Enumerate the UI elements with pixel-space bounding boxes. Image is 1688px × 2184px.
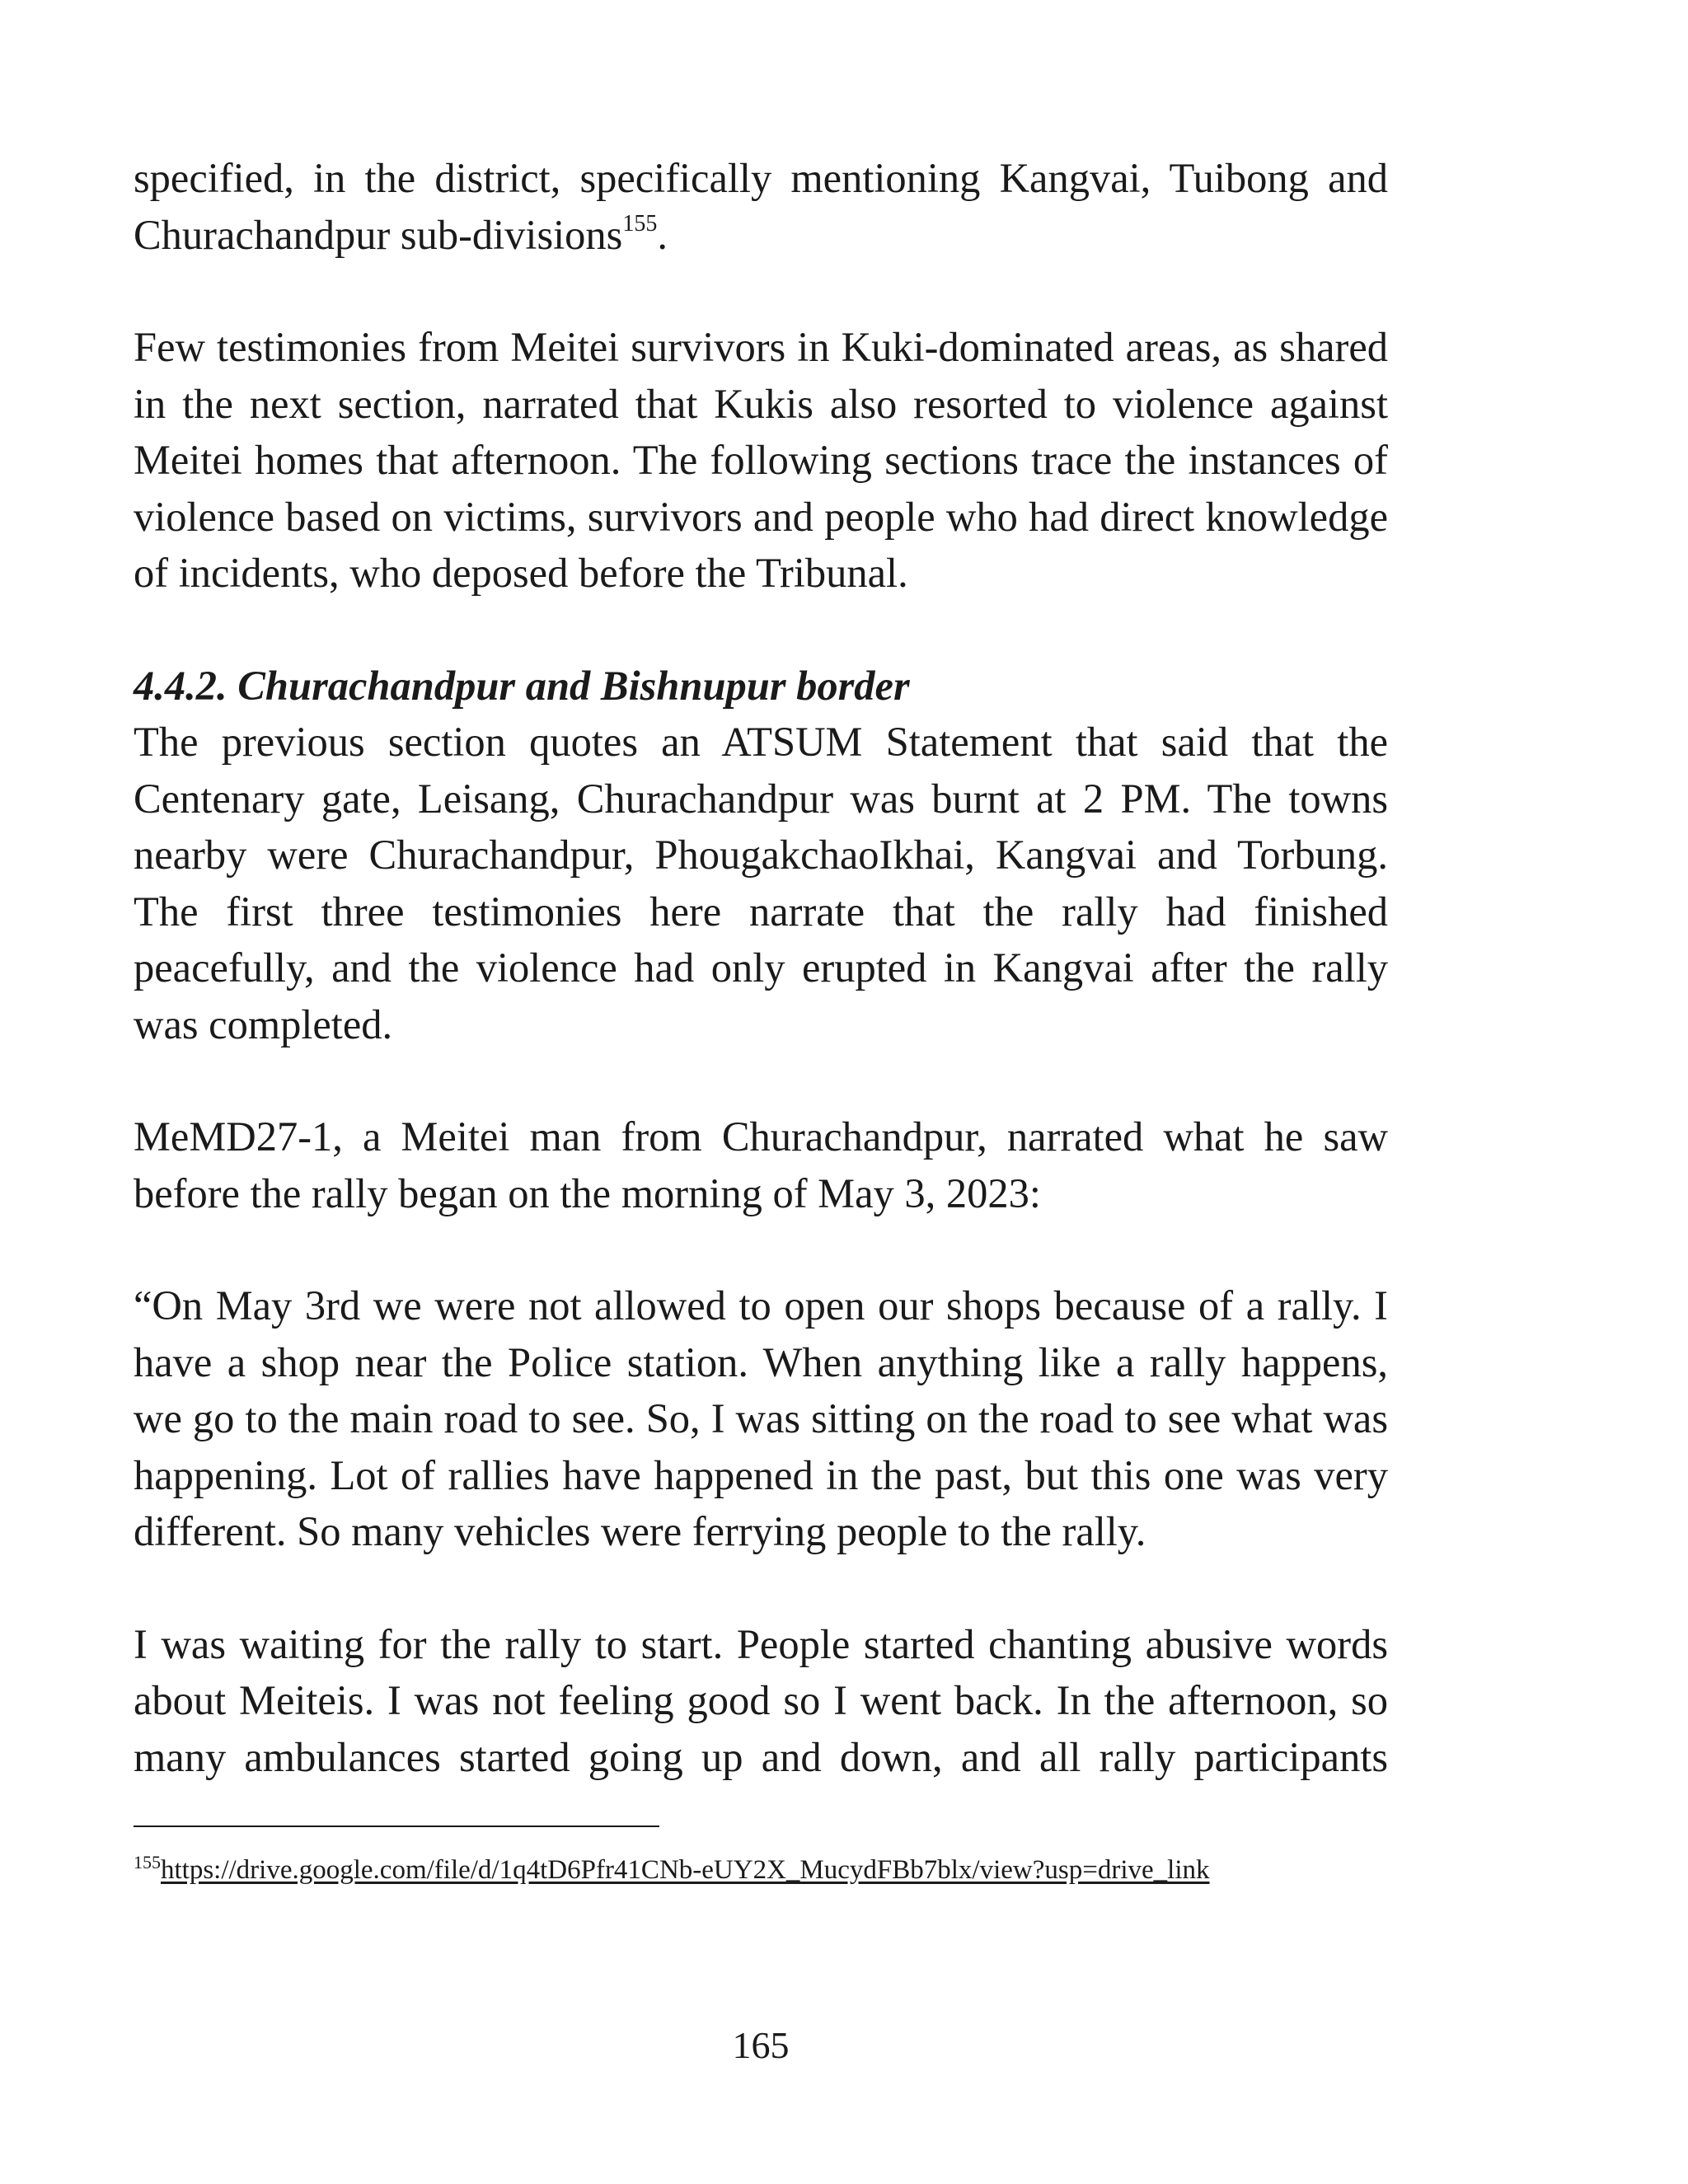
paragraph-1-text: specified, in the district, specifically mentioning Kangvai, Tuibong and Churachandpur sub-divisions xyxy=(134,155,1388,258)
paragraph-2: Few testimonies from Meitei survivors in Kuki-dominated areas, as shared in the next section, narrated that Kukis also resorted to violence against Meitei homes that afternoon. The following sections trace the instances of violence based on victims, survivors and people who had direct knowledge of incidents, who deposed before the Tribunal. xyxy=(134,324,1388,596)
footnote-number: 155 xyxy=(134,1852,161,1872)
footnote xyxy=(134,1849,1287,1891)
paragraph-1-end: . xyxy=(657,211,668,258)
testimony-continuation-paragraph: I was waiting for the rally to start. People started chanting abusive words about Meiteis. I was not feeling good so I went back. In the afternoon, so many ambulances started going up and down, and all rally participants xyxy=(134,1620,1388,1780)
footnote-divider xyxy=(134,1825,659,1827)
document-body xyxy=(134,150,1388,1785)
footnote-reference[interactable]: 155 xyxy=(622,210,658,237)
paragraph-4: MeMD27-1, a Meitei man from Churachandpur, narrated what he saw before the rally began on the morning of May 3, 2023: xyxy=(134,1113,1388,1216)
testimony-quote-paragraph: “On May 3rd we were not allowed to open our shops because of a rally. I have a shop near the Police station. When anything like a rally happens, we go to the main road to see. So, I was sitting on the road to see what was happening. Lot of rallies have happened in the past, but this one was very different. So many vehicles were ferrying people to the rally. xyxy=(134,1282,1388,1554)
paragraph-3: The previous section quotes an ATSUM Statement that said that the Centenary gate, Leisang, Churachandpur was burnt at 2 PM. The towns nearby were Churachandpur, PhougakchaoIkhai, Kangvai and Torbung. The first three testimonies here narrate that the rally had finished peacefully, and the violence had only erupted in Kangvai after the rally was completed. xyxy=(134,719,1388,1047)
section-heading: 4.4.2. Churachandpur and Bishnupur border xyxy=(134,662,910,709)
paragraph-1 xyxy=(134,150,1388,263)
footnote-link[interactable]: https://drive.google.com/file/d/1q4tD6Pfr41CNb-eUY2X_MucydFBb7blx/view?usp=drive_link xyxy=(161,1855,1210,1885)
page-number: 165 xyxy=(732,2024,790,2066)
